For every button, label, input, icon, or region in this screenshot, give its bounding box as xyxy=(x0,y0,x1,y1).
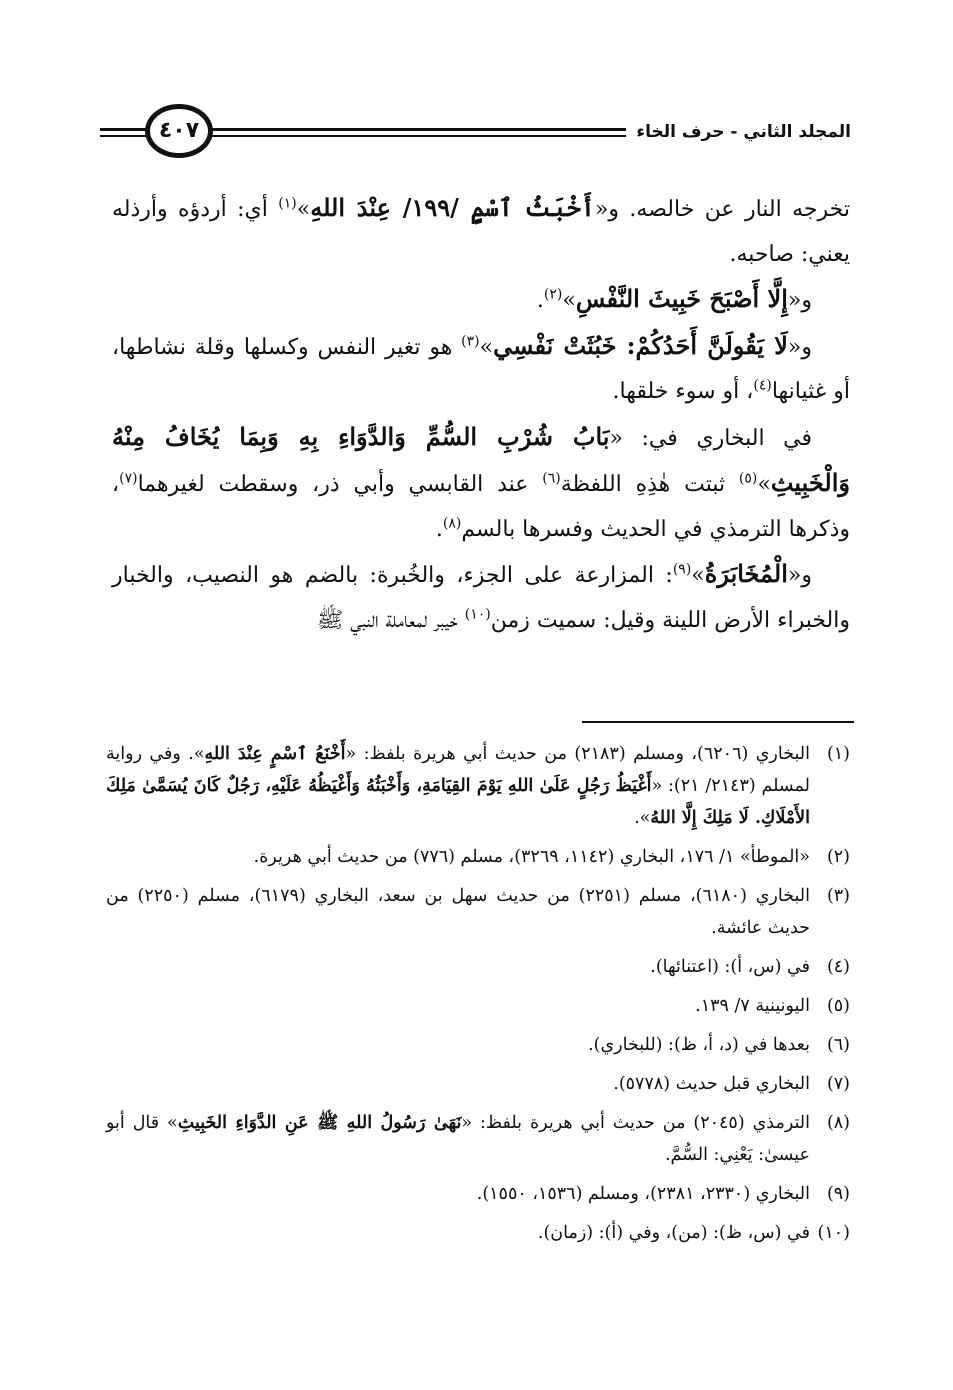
footnote-text: البخاري قبل حديث (٥٧٧٨). xyxy=(613,1074,810,1094)
footnote-number: (٧) xyxy=(826,1074,850,1094)
main-text xyxy=(112,186,850,643)
text: » xyxy=(296,197,311,222)
footnote-5 xyxy=(106,990,850,1022)
quoted-hadith: بَابُ شُرْبِ السُّمِّ وَالدَّوَاءِ بِهِ وَبِمَا يُخَافُ مِنْهُ وَالْخَبِيثِ xyxy=(112,421,850,497)
quoted-hadith: إِلَّا أَصْبَحَ خَبِيثَ النَّفْسِ xyxy=(575,284,788,313)
footnote-number: (٢) xyxy=(826,847,850,867)
page-number: ٤٠٧ xyxy=(145,104,213,158)
footnote-ref: (٩) xyxy=(672,561,692,578)
footnotes xyxy=(106,738,850,1256)
text: و« xyxy=(787,288,812,313)
footnote-10 xyxy=(106,1217,850,1249)
footnote-number: (١) xyxy=(826,744,850,764)
text: : المزارعة على الجزء، والخُبرة: بالضم هو النصيب، والخبار والخبراء الأرض اللينة وقيل: سميت زمن xyxy=(112,563,850,633)
paragraph-4 xyxy=(112,415,850,553)
quoted-hadith: أَخْنَعُ ٱسْمٍ عِنْدَ اللهِ xyxy=(204,744,346,764)
text: الترمذي (٢٠٤٥) من حديث أبي هريرة بلفظ: « xyxy=(461,1113,810,1133)
footnote-9 xyxy=(106,1178,850,1210)
text: » xyxy=(757,472,771,497)
text: البخاري (٦٢٠٦)، ومسلم (٢١٨٣) من حديث أبي هريرة بلفظ: « xyxy=(345,744,810,764)
text: ». xyxy=(634,808,651,828)
footnote-number: (١٠) xyxy=(817,1223,850,1243)
footnote-text xyxy=(106,738,810,834)
text: خيبر لمعاملة النبي ﷺ xyxy=(316,607,465,633)
footnote-text: اليونينية ٧/ ١٣٩. xyxy=(695,996,810,1016)
text: . xyxy=(435,516,443,542)
footnote-text: في (س، أ): (اعتنائها). xyxy=(650,957,810,977)
text: أي: أردؤه وأرذله يعني: صاحبه. xyxy=(112,197,850,267)
text: ». وفي رواية لمسلم (٢١٤٣/ ٢١): « xyxy=(106,744,810,796)
paragraph-3 xyxy=(112,324,850,415)
footnote-number: (٥) xyxy=(826,996,850,1016)
text: ، وذكرها الترمذي في الحديث وفسرها بالسم xyxy=(112,472,850,542)
footnote-text xyxy=(106,1107,810,1171)
header-title: المجلد الثاني - حرف الخاء xyxy=(636,122,851,142)
text: تخرجه النار عن خالصه. و« xyxy=(594,197,850,222)
footnote-text: البخاري (٢٣٣٠، ٢٣٨١)، ومسلم (١٥٣٦، ١٥٥٠). xyxy=(476,1184,810,1204)
text: هو تغير النفس وكسلها وقلة نشاطها، أو غثيانها xyxy=(112,334,850,404)
footnote-text: البخاري (٦١٨٠)، مسلم (٢٢٥١) من حديث سهل بن سعد، البخاري (٦١٧٩)، مسلم (٢٢٥٠) من حديث عائشة. xyxy=(106,886,810,938)
footnote-2 xyxy=(106,841,850,873)
quoted-hadith: نَهَىٰ رَسُولُ اللهِ ﷺ عَنِ الدَّوَاءِ الخَبِيثِ xyxy=(177,1113,462,1133)
footnote-number: (٦) xyxy=(826,1035,850,1055)
text: في البخاري في: « xyxy=(609,425,812,451)
text: » xyxy=(691,563,705,588)
text: » قال أبو عيسىٰ: يَعْنِي: السُّمَّ. xyxy=(106,1113,810,1165)
footnote-number: (٤) xyxy=(826,957,850,977)
text: عند القابسي وأبي ذر، وسقطت لغيرهما xyxy=(137,472,543,497)
footnote-number: (٩) xyxy=(826,1184,850,1204)
header-title-box xyxy=(626,118,855,146)
text: و« xyxy=(787,334,813,360)
footnote-text: في (س، ظ): (من)، وفي (أ): (زمان). xyxy=(537,1223,810,1243)
footnote-text: «الموطأ» ١/ ١٧٦، البخاري (١١٤٢، ٣٢٦٩)، مسلم (٧٧٦) من حديث أبي هريرة. xyxy=(253,847,810,867)
footnote-text: بعدها في (د، أ، ظ): (للبخاري). xyxy=(588,1035,810,1055)
footnote-ref: (١) xyxy=(278,195,297,212)
footnote-1 xyxy=(106,738,850,834)
quoted-hadith: أَغْيَظُ رَجُلٍ عَلَىٰ اللهِ يَوْمَ القِيَامَةِ، وَأَخْبَثُهُ وَأَغْيَظُهُ عَلَيْهِ، رَجُلٌ كَانَ يُسَمَّىٰ مَلِكَ الأَمْلَاكِ. لَا مَلِكَ إِلَّا اللهُ xyxy=(106,776,810,828)
footnote-8 xyxy=(106,1107,850,1171)
quoted-term: الْمُخَابَرَةُ xyxy=(704,559,788,588)
quoted-hadith: لَا يَقُولَنَّ أَحَدُكُمْ: خَبُثَتْ نَفْسِي xyxy=(493,330,788,360)
running-header xyxy=(100,100,855,164)
text: و« xyxy=(787,563,812,588)
quoted-hadith: أَخْبَثُ ٱسْمٍ /١٩٩/ عِنْدَ اللهِ xyxy=(310,193,595,222)
footnote-ref: (٥) xyxy=(738,470,758,487)
footnote-number: (٣) xyxy=(826,886,850,906)
footnote-ref: (٧) xyxy=(119,470,138,487)
text: . xyxy=(536,288,544,313)
footnote-ref: (٢) xyxy=(543,286,563,303)
footnote-6 xyxy=(106,1029,850,1061)
footnote-ref: (٦) xyxy=(542,470,561,487)
text: ثبتت هٰذِهِ اللفظة xyxy=(560,472,739,497)
footnote-ref: (٤) xyxy=(753,377,772,394)
footnote-number: (٨) xyxy=(826,1113,850,1133)
footnote-ref: (١٠) xyxy=(464,606,491,623)
paragraph-1 xyxy=(112,186,850,277)
text: » xyxy=(562,288,576,313)
footnote-ref: (٨) xyxy=(442,515,462,532)
footnote-separator xyxy=(582,721,854,723)
footnote-4 xyxy=(106,951,850,983)
footnote-3 xyxy=(106,880,850,944)
footnote-7 xyxy=(106,1068,850,1100)
text: » xyxy=(479,334,494,360)
text: ، أو سوء خلقها. xyxy=(612,379,754,404)
footnote-ref: (٣) xyxy=(461,333,480,350)
paragraph-5 xyxy=(112,552,850,643)
paragraph-2 xyxy=(112,277,850,324)
